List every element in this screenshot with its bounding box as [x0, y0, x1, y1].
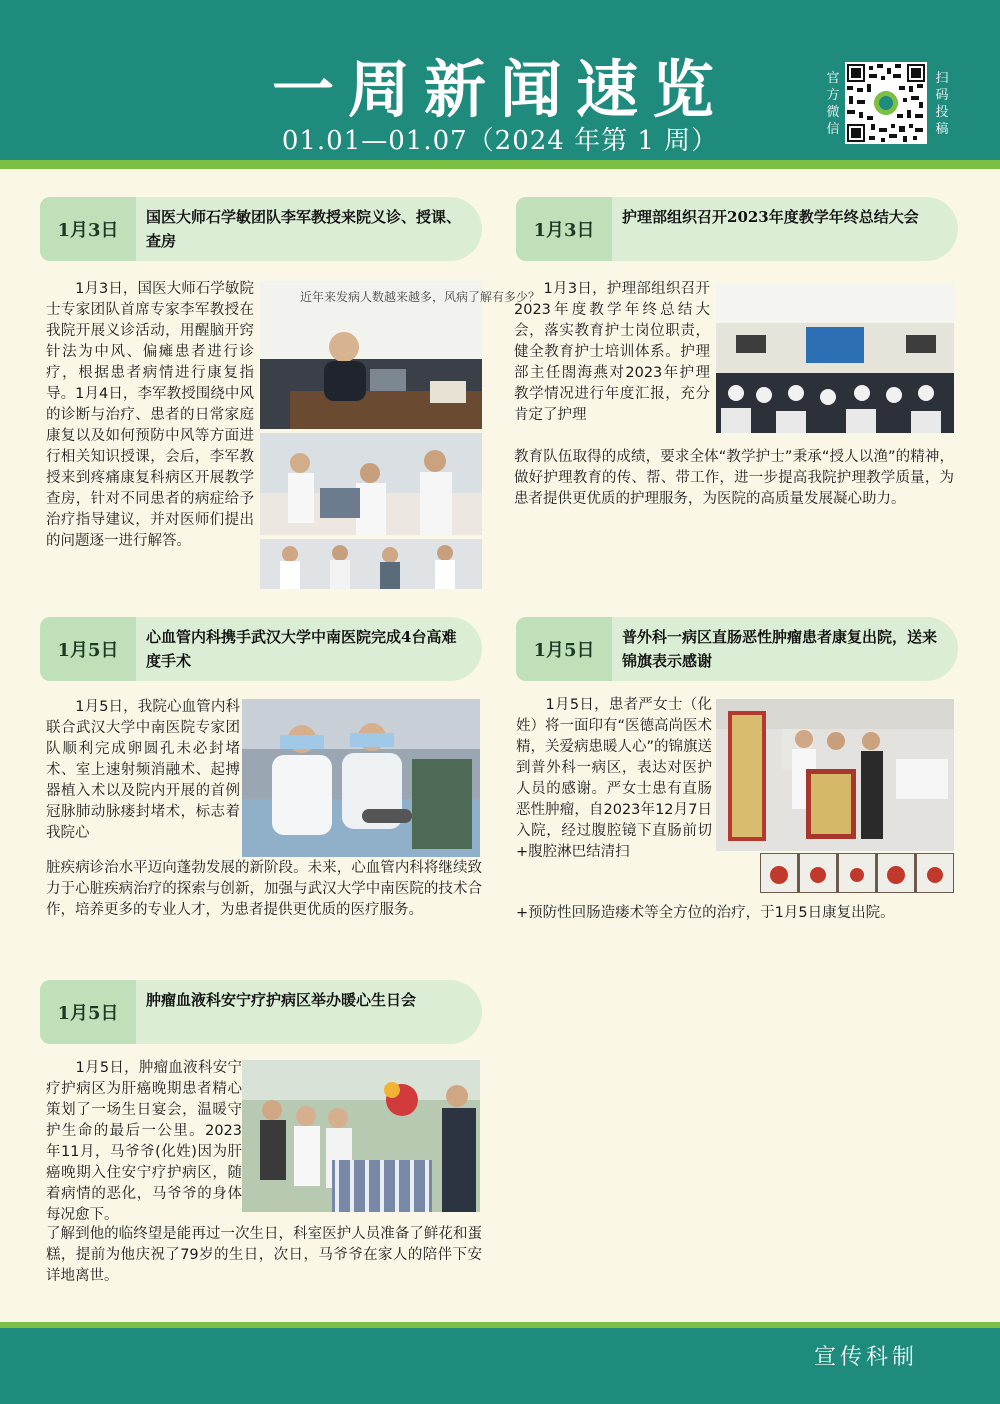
section-title-pill: [136, 197, 482, 261]
section-title: 护理部组织召开2023年度教学年终总结大会: [622, 208, 919, 226]
section-date: 1月5日: [40, 617, 136, 681]
section-date: 1月5日: [516, 617, 612, 681]
section-body-continued: 教育队伍取得的成绩，要求全体“教学护士”秉承“授人以渔”的精神，做好护理教育的传、帮、带工作，进一步提高我院护理教学质量，为患者提供更优质的护理服务，为医院的高质量发展凝心助力。: [514, 449, 954, 507]
news-section-2: [516, 197, 958, 537]
section-header: [516, 197, 958, 261]
section-date: 1月5日: [40, 980, 136, 1044]
section-body: 1月5日，我院心血管内科联合武汉大学中南医院专家团队顺利完成卵圆孔未必封堵术、室上速射频消融术、起搏器植入术以及院内开展的首例冠脉肺动脉瘘封堵术，标志着我院心: [46, 699, 240, 841]
section-body: 1月5日，肿瘤血液科安宁疗护病区为肝癌晚期患者精心策划了一场生日宴会，温暖守护生命的最后一公里。2023年11月，马爷爷(化姓)因为肝癌晚期入住安宁疗护病区，随着病情的恶化，马爷爷的身体每况愈下。: [46, 1060, 242, 1223]
page-title: 一周新闻速览: [271, 53, 728, 126]
section-title: 心血管内科携手武汉大学中南医院完成4台高难度手术: [146, 628, 457, 670]
section-date: 1月3日: [40, 197, 136, 261]
news-section-4: [516, 617, 958, 947]
birthday-photo-icon: [242, 1060, 480, 1212]
specimen-photos-icon: [760, 853, 954, 893]
banner-photo-icon: [716, 699, 954, 851]
news-section-1: [40, 197, 541, 592]
section-body-continued: +预防性回肠造瘘术等全方位的治疗，于1月5日康复出院。: [516, 905, 895, 921]
qr-left-label: 官方微信: [826, 71, 840, 137]
section-header: [40, 617, 482, 681]
section-body: 1月3日，国医大师石学敏院士专家团队首席专家李军教授在我院开展义诊活动，用醒脑开窍针法为中风、偏瘫患者进行诊疗，根据患者病情进行康复指导。1月4日，李军教授围绕中风的诊断与治疗、患者的日常家庭康复以及如何预防中风等方面进行相关知识授课，会后，李军教授来到疼痛康复科病区开展教学查房，针对不同患者的病症给予治疗指导建议，并对医师们提出的问题逐一进行解答。: [46, 281, 254, 549]
news-section-5: [40, 980, 482, 1310]
section-title: 国医大师石学敏团队李军教授来院义诊、授课、查房: [146, 208, 462, 250]
section-title: 肿瘤血液科安宁疗护病区举办暖心生日会: [146, 991, 417, 1009]
section-body-continued: 了解到他的临终望是能再过一次生日，科室医护人员准备了鲜花和蛋糕，提前为他庆祝了79岁的生日，次日，马爷爷在家人的陪伴下安详地离世。: [46, 1226, 482, 1284]
section-title-pill: [136, 980, 482, 1044]
section-title: 普外科一病区直肠恶性肿瘤患者康复出院，送来锦旗表示感谢: [622, 628, 938, 670]
footer-label: 宣传科制: [813, 1345, 918, 1370]
section-header: [40, 980, 482, 1044]
section-title-pill: [612, 617, 958, 681]
section-header: [516, 617, 958, 681]
footer-divider: [0, 1322, 1000, 1328]
surgery-photo-icon: [242, 699, 480, 857]
qr-code-icon[interactable]: [845, 62, 927, 144]
consult-photo-icon: [260, 539, 482, 589]
lecture-photo-caption: 近年来发病人数越来越多，风病了解有多少？: [300, 290, 541, 304]
section-body: 1月5日，患者严女士（化姓）将一面印有“医德高尚医术精，关爱病患暖人心”的锦旗送到普外科一病区，表达对医护人员的感谢。严女士患有直肠恶性肿瘤，自2023年12月7日入院，经过腹腔镜下直肠前切+腹腔淋巴结清扫: [516, 697, 713, 860]
section-title-pill: [612, 197, 958, 261]
section-body-continued: 脏疾病诊治水平迈向蓬勃发展的新阶段。未来，心血管内科将继续致力于心脏疾病治疗的探索与创新，加强与武汉大学中南医院的技术合作，培养更多的专业人才，为患者提供更优质的医疗服务。: [46, 860, 482, 918]
meeting-hall-photo-icon: [716, 283, 954, 433]
page-subtitle: 01.01—01.07（2024 年第 1 周）: [281, 126, 719, 156]
lecture-photo-icon: [260, 281, 541, 429]
section-date: 1月3日: [516, 197, 612, 261]
qr-right-label: 扫码投稿: [935, 71, 949, 137]
section-title-pill: [136, 617, 482, 681]
news-section-3: [40, 617, 482, 947]
header-divider: [0, 160, 1000, 169]
section-header: [40, 197, 482, 261]
section-body: 1月3日，护理部组织召开2023年度教学年终总结大会，落实教育护士岗位职责，健全教育护士培训体系。护理部主任閤海燕对2023年护理教学情况进行年度汇报，充分肯定了护理: [514, 281, 710, 423]
ward-round-photo-icon: [260, 433, 482, 535]
